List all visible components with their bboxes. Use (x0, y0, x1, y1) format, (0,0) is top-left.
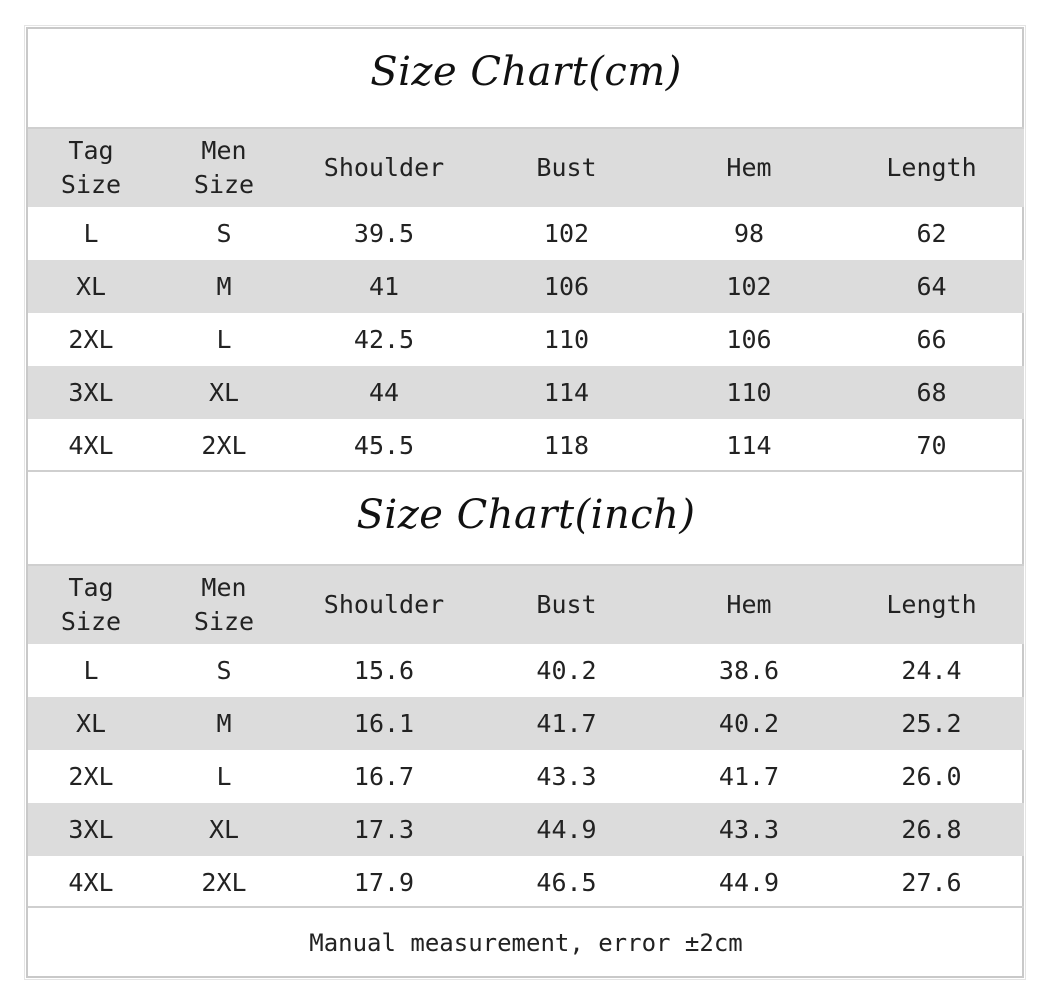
cm-size-table (28, 129, 1024, 472)
table-cell: 2XL (201, 431, 247, 460)
column-header-men-size: Men Size (154, 566, 294, 644)
table-cell: 106 (726, 325, 772, 354)
table-cell: 26.8 (839, 803, 1024, 856)
table-cell: 41.7 (474, 697, 659, 750)
table-cell: M (154, 260, 294, 313)
table-row (28, 856, 1024, 909)
table-cell: XL (154, 803, 294, 856)
column-header-tag-size: Tag Size (28, 129, 154, 207)
table-cell: 17.9 (353, 868, 415, 897)
cm-chart-title: Size Chart(cm) (370, 49, 682, 95)
column-header-shoulder: Shoulder (294, 566, 474, 644)
table-cell: 102 (659, 260, 839, 313)
table-cell: 110 (659, 366, 839, 419)
column-header-bust: Bust (474, 129, 659, 207)
table-header-row (28, 129, 1024, 207)
table-cell: 44 (294, 366, 474, 419)
table-cell: 40.2 (659, 697, 839, 750)
table-row (28, 644, 1024, 697)
table-cell: 24.4 (901, 656, 962, 685)
table-cell: 4XL (68, 868, 114, 897)
table-cell: 66 (916, 325, 947, 354)
table-cell: 16.1 (294, 697, 474, 750)
column-header-men-size: Men Size (154, 129, 294, 207)
table-cell: 15.6 (353, 656, 415, 685)
table-cell: 40.2 (536, 656, 597, 685)
table-cell: 118 (543, 431, 590, 460)
table-cell: 41.7 (718, 762, 780, 791)
column-header-tag-size: Tag Size (28, 566, 154, 644)
table-cell: 114 (474, 366, 659, 419)
table-cell: 2XL (68, 762, 114, 791)
table-cell: 25.2 (839, 697, 1024, 750)
table-cell: XL (28, 260, 154, 313)
table-cell: 98 (733, 219, 765, 248)
table-cell: 102 (543, 219, 590, 248)
table-row (28, 697, 1024, 750)
table-cell: L (83, 656, 99, 685)
table-row (28, 313, 1024, 366)
table-cell: 68 (839, 366, 1024, 419)
table-cell: 39.5 (353, 219, 415, 248)
table-cell: 110 (543, 325, 590, 354)
table-cell: 45.5 (353, 431, 415, 460)
table-row (28, 207, 1024, 260)
table-cell: 3XL (28, 366, 154, 419)
table-row (28, 803, 1024, 856)
table-cell: 43.3 (536, 762, 597, 791)
table-cell: 114 (726, 431, 772, 460)
table-cell: 42.5 (353, 325, 415, 354)
table-cell: 2XL (201, 868, 247, 897)
table-cell: 38.6 (718, 656, 780, 685)
measurement-note: Manual measurement, error ±2cm (309, 929, 743, 957)
divider (28, 470, 1024, 472)
table-cell: S (216, 656, 232, 685)
table-cell: 64 (839, 260, 1024, 313)
table-cell: 41 (294, 260, 474, 313)
table-cell: 46.5 (536, 868, 597, 897)
table-cell: 43.3 (659, 803, 839, 856)
table-cell: 16.7 (353, 762, 415, 791)
table-cell: S (216, 219, 232, 248)
table-cell: 44.9 (474, 803, 659, 856)
column-header-shoulder: Shoulder (294, 129, 474, 207)
table-cell: 44.9 (718, 868, 780, 897)
table-cell: 4XL (68, 431, 114, 460)
table-cell: 3XL (28, 803, 154, 856)
table-cell: 62 (916, 219, 947, 248)
table-cell: 2XL (68, 325, 114, 354)
table-cell: 106 (474, 260, 659, 313)
table-cell: 26.0 (901, 762, 962, 791)
table-cell: XL (28, 697, 154, 750)
inch-chart-title: Size Chart(inch) (356, 492, 696, 538)
table-cell: M (154, 697, 294, 750)
table-row (28, 750, 1024, 803)
table-cell: L (216, 325, 232, 354)
table-cell: L (83, 219, 99, 248)
column-header-hem: Hem (659, 566, 839, 644)
table-row (28, 366, 1024, 419)
table-cell: 70 (916, 431, 947, 460)
table-row (28, 260, 1024, 313)
table-cell: L (216, 762, 232, 791)
table-cell: 27.6 (901, 868, 962, 897)
table-row (28, 419, 1024, 472)
inch-size-table (28, 566, 1024, 909)
column-header-hem: Hem (659, 129, 839, 207)
size-chart-card (26, 27, 1024, 978)
column-header-bust: Bust (474, 566, 659, 644)
table-cell: 17.3 (294, 803, 474, 856)
column-header-length: Length (839, 129, 1024, 207)
table-cell: XL (154, 366, 294, 419)
column-header-length: Length (839, 566, 1024, 644)
table-header-row (28, 566, 1024, 644)
